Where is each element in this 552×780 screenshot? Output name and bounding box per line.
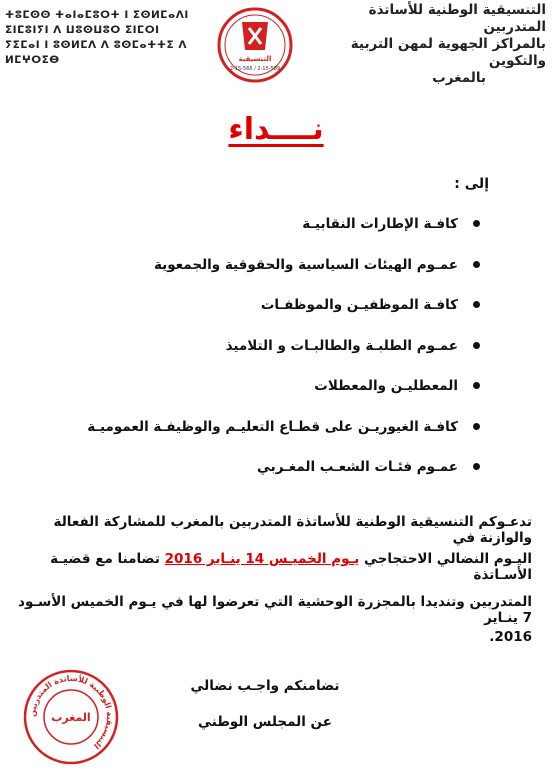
org-name-arabic (311, 2, 546, 87)
event-date: يـوم الخميـس 14 ينـاير 2016 (164, 551, 360, 567)
org-name-line: ⵉⵏⵎⵓⵏⵢⵏ ⴷ ⵡⵓⵙⵡⵓⵔ ⵉⵏⵎⵔⵏ (5, 24, 160, 36)
body-text: اليـوم النضالي الاحتجاجي (364, 551, 532, 567)
body-line-3: المتدربين وتنديدا بالمجزرة الوحشية التي تعرضوا لها في يـوم الخميس الأسـود 7 ينـاير (18, 594, 532, 626)
stamp-center-text: المغرب (51, 711, 91, 724)
body-line-1: تدعـوكم التنسيقية الوطنية للأساتذة المتدربين بالمغرب للمشاركة الفعالة والوازنة في (53, 514, 532, 546)
org-name-tifinagh (5, 8, 210, 68)
closing-line-1: تضامنكم واجـب نضالي (190, 678, 340, 694)
bullet-icon (473, 301, 480, 308)
org-name-line: بالمغرب (432, 70, 486, 86)
body-line-4: 2016. (489, 629, 532, 645)
list-item: عمـوم الهيئات السياسية والحقوقية والجمعوية (60, 257, 480, 298)
signature-line: عن المجلس الوطني (198, 714, 332, 730)
list-item: عمـوم الطلبـة والطالبـات و التلاميذ (60, 338, 480, 379)
org-name-line: التنسيقية الوطنية للأساتذة المتدربين (368, 2, 546, 35)
bullet-icon (473, 220, 480, 227)
official-stamp (22, 668, 120, 766)
body-text: تضامنا مع قضيـة الأسـاتذة (50, 551, 532, 583)
org-name-line: بالمراكز الجهوية لمهن التربية والتكوين (350, 36, 546, 69)
bullet-icon (473, 342, 480, 349)
list-item: المعطليـن والمعطلات (60, 378, 480, 419)
bullet-icon (473, 261, 480, 268)
list-item: كافـة الموظفيـن والموظفـات (60, 297, 480, 338)
logo-numbers: 2-15-566 / 2-15-589 (229, 66, 281, 72)
org-name-line: ⵍⵎⵖⵔⵉⴱ (5, 54, 60, 66)
stamp-ring-text: التنسيقية الوطنية للأساتذة المتدربين (27, 673, 115, 751)
logo-text: التنسيقية (238, 55, 272, 63)
page-title: نــــداء (228, 112, 324, 147)
recipients-list (60, 216, 480, 500)
list-item: كافـة الغيوريـن على قطـاع التعليـم والوظيفـة العموميـة (60, 419, 480, 460)
recipients-label: إلى : (454, 176, 489, 192)
list-item: كافـة الإطارات النقابيـة (60, 216, 480, 257)
bullet-icon (473, 382, 480, 389)
organization-logo (216, 6, 294, 84)
bullet-icon (473, 423, 480, 430)
org-name-line: ⵢⵉⵎⴰⵏ ⵏ ⵓⵙⵍⵎⴷ ⴷ ⵓⵙⵎⴰⵜⵜⵉ ⴷ (5, 39, 188, 51)
bullet-icon (473, 463, 480, 470)
body-line-2 (12, 551, 532, 583)
org-name-line: ⵜⵓⵎⵙⵙ ⵜⴰⵏⴰⵎⵓⵔⵜ ⵏ ⵉⵙⵍⵎⴰⴷⵏ (5, 9, 189, 21)
list-item: عمـوم فئـات الشعـب المغـربي (60, 459, 480, 500)
